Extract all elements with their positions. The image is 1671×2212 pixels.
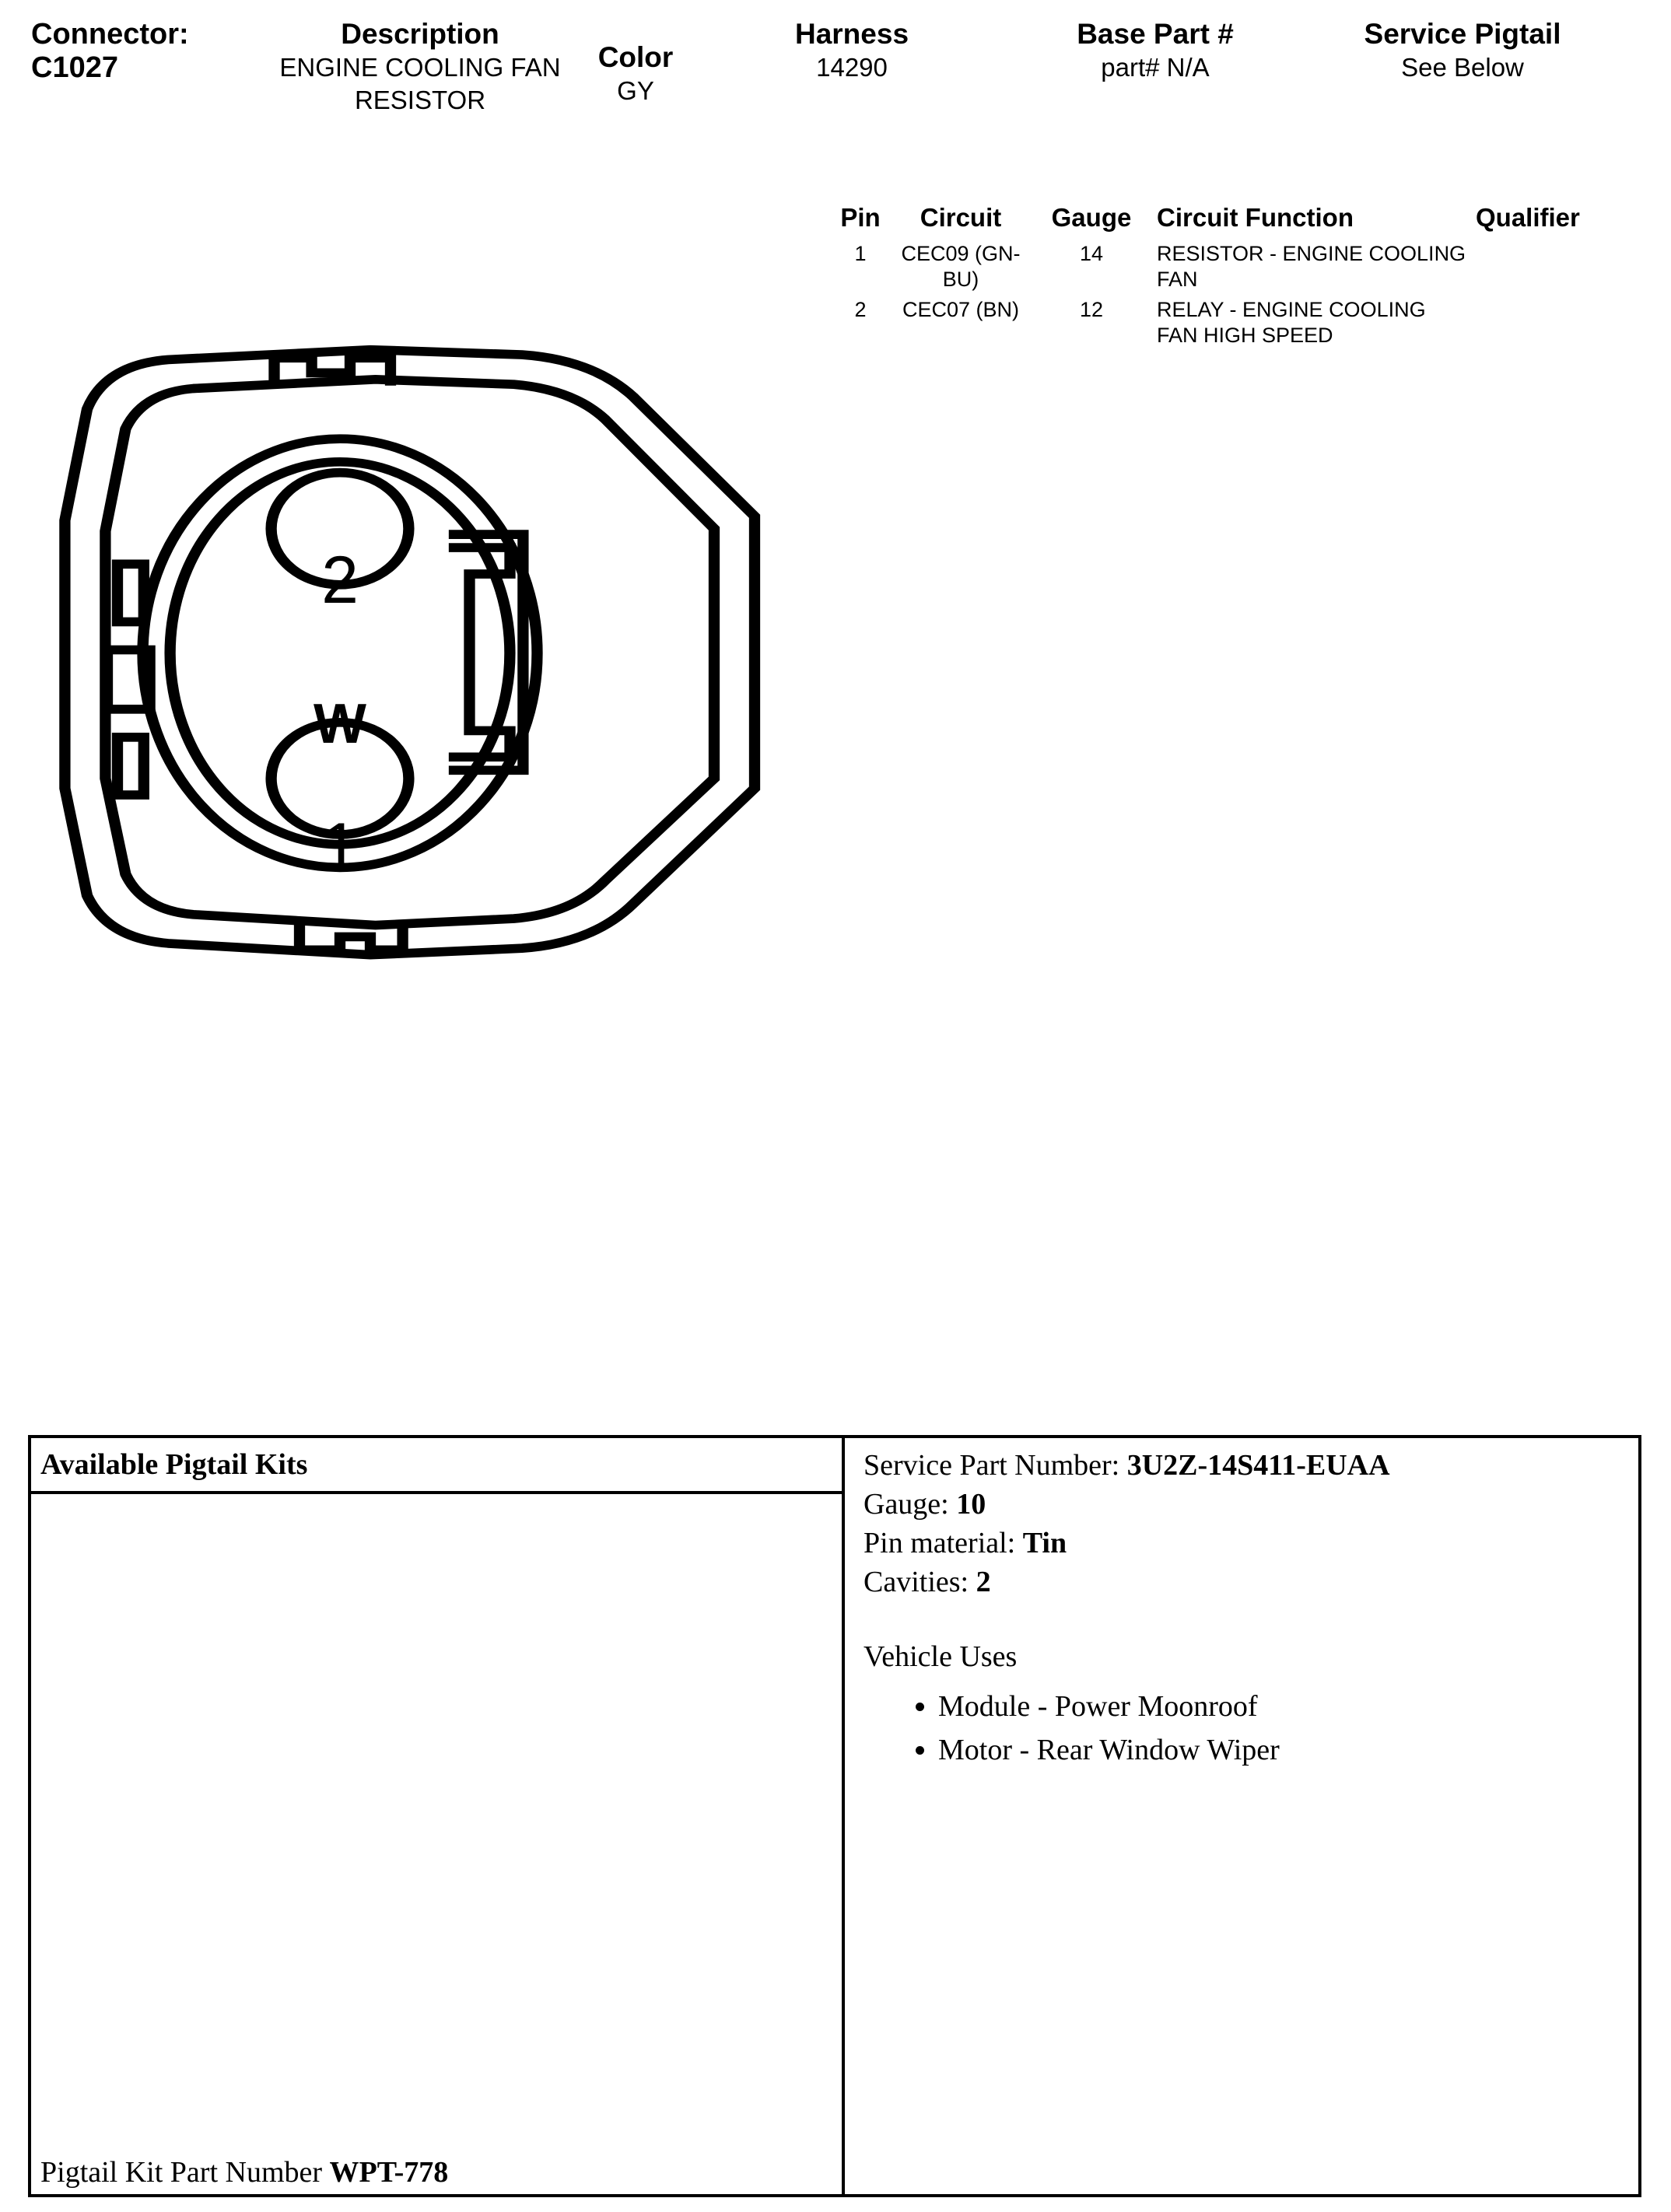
- connector-value: C1027: [31, 51, 118, 84]
- pin-material-line: [864, 1524, 1641, 1563]
- pin-table: [836, 202, 1645, 353]
- description-value: ENGINE COOLING FAN RESISTOR: [279, 53, 561, 114]
- connector-id-block: [31, 17, 257, 84]
- cavities-label: Cavities:: [864, 1566, 969, 1598]
- column-header-gauge: Gauge: [1051, 203, 1132, 232]
- gauge-value: 10: [956, 1488, 986, 1521]
- cavities-line: [864, 1563, 1641, 1601]
- cell-pin: 1: [854, 242, 867, 265]
- vehicle-uses-list: [864, 1685, 1641, 1771]
- table-row: [836, 297, 1645, 348]
- color-block: [585, 40, 686, 107]
- harness-block: [762, 17, 941, 84]
- service-part-number-line: [864, 1446, 1641, 1485]
- gauge-line: [864, 1485, 1641, 1524]
- pigtail-kit-part-number-label: Pigtail Kit Part Number: [40, 2156, 323, 2189]
- column-header-function: Circuit Function: [1157, 203, 1354, 232]
- cell-circuit: CEC07 (BN): [902, 298, 1020, 321]
- cell-function: RESISTOR - ENGINE COOLING FAN: [1157, 242, 1466, 291]
- table-row: [836, 241, 1645, 292]
- available-pigtail-kits-panel: [28, 1435, 1641, 2197]
- color-value: GY: [617, 76, 654, 105]
- base-part-value: part# N/A: [1101, 53, 1210, 82]
- gauge-label: Gauge:: [864, 1488, 949, 1521]
- cavity-label-1: 1: [321, 810, 359, 884]
- base-part-block: [1042, 17, 1268, 84]
- column-header-circuit: Circuit: [920, 203, 1002, 232]
- connector-face-drawing: [47, 233, 832, 1120]
- column-header-pin: Pin: [840, 203, 881, 232]
- pin-material-value: Tin: [1022, 1527, 1067, 1559]
- vehicle-uses-heading: Vehicle Uses: [864, 1640, 1018, 1673]
- cell-pin: 2: [854, 298, 867, 321]
- harness-label: Harness: [794, 18, 909, 50]
- service-pigtail-block: [1338, 17, 1587, 84]
- service-pigtail-value: See Below: [1401, 53, 1524, 82]
- cell-qualifier: [1468, 297, 1634, 348]
- connector-label: Connector:: [31, 18, 189, 51]
- cell-qualifier: [1468, 241, 1634, 292]
- pin-material-label: Pin material:: [864, 1527, 1016, 1559]
- pigtail-kit-details: [854, 1438, 1641, 2194]
- cell-circuit: CEC09 (GN-BU): [901, 242, 1021, 291]
- harness-value: 14290: [816, 53, 888, 82]
- description-label: Description: [341, 18, 499, 50]
- service-part-number-label: Service Part Number:: [864, 1449, 1120, 1482]
- description-block: [272, 17, 568, 117]
- cell-gauge: 12: [1079, 298, 1104, 321]
- color-label: Color: [597, 41, 674, 73]
- base-part-label: Base Part #: [1077, 18, 1234, 50]
- pigtail-kits-title: Available Pigtail Kits: [31, 1438, 845, 1494]
- service-pigtail-label: Service Pigtail: [1364, 18, 1561, 50]
- pigtail-kit-part-number: [40, 2155, 448, 2189]
- list-item: • Motor - Rear Window Wiper: [938, 1729, 1641, 1771]
- pigtail-kit-image-cell: [31, 1494, 845, 2197]
- cavities-value: 2: [976, 1566, 991, 1598]
- column-header-qualifier: Qualifier: [1476, 203, 1580, 232]
- cavity-label-2: 2: [321, 543, 359, 618]
- cell-function: RELAY - ENGINE COOLING FAN HIGH SPEED: [1157, 298, 1426, 347]
- pin-table-header: [836, 202, 1645, 233]
- connector-svg: [47, 233, 832, 1120]
- pigtail-kit-part-number-value: WPT-778: [329, 2156, 449, 2189]
- document-header: [0, 11, 1671, 151]
- service-part-number-value: 3U2Z-14S411-EUAA: [1126, 1449, 1390, 1482]
- cell-gauge: 14: [1079, 242, 1104, 265]
- keyway-marker-icon: W: [314, 693, 366, 755]
- list-item: • Module - Power Moonroof: [938, 1685, 1641, 1727]
